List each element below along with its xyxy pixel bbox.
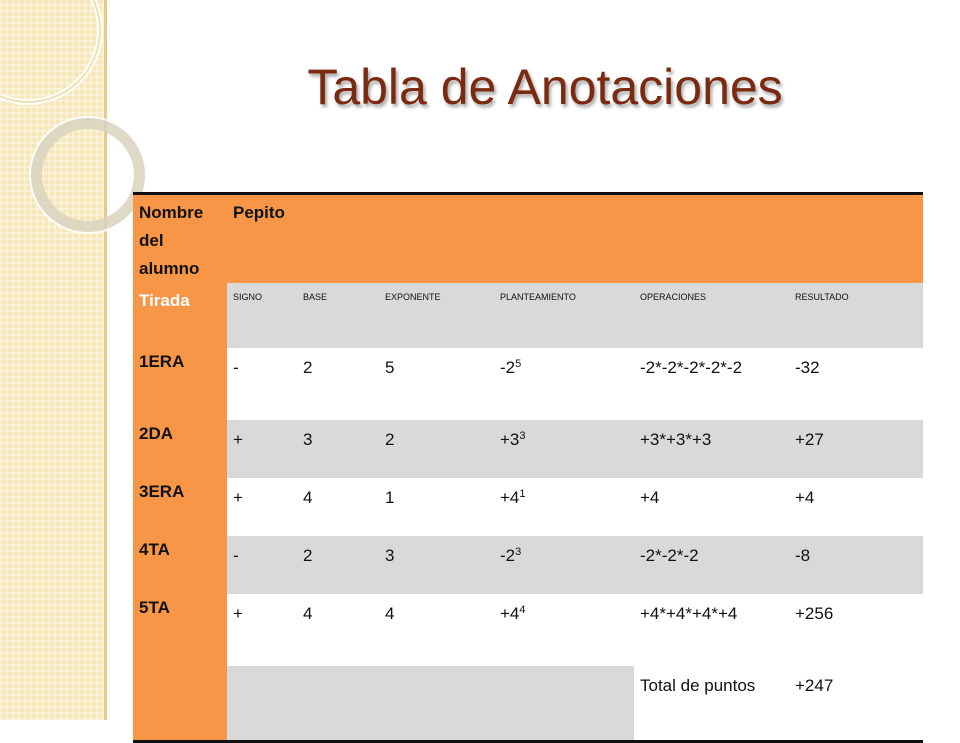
cell-base: 4 bbox=[297, 594, 379, 666]
planteamiento-base: +3 bbox=[500, 430, 520, 449]
column-header-tirada: Tirada bbox=[133, 283, 227, 348]
column-header-row bbox=[133, 283, 923, 348]
total-row-blank bbox=[227, 666, 634, 742]
annotations-table bbox=[133, 192, 923, 743]
cell-resultado: +256 bbox=[789, 594, 923, 666]
row-tirada-label: 3ERA bbox=[133, 478, 227, 536]
cell-exponente: 3 bbox=[379, 536, 494, 594]
table-row bbox=[133, 536, 923, 594]
row-tirada-label: 5TA bbox=[133, 594, 227, 666]
cell-operaciones: +4*+4*+4*+4 bbox=[634, 594, 789, 666]
planteamiento-exponent: 5 bbox=[515, 358, 522, 370]
cell-operaciones: +4 bbox=[634, 478, 789, 536]
student-name-value: Pepito bbox=[227, 194, 923, 284]
cell-resultado: -32 bbox=[789, 348, 923, 420]
cell-resultado: +4 bbox=[789, 478, 923, 536]
cell-operaciones: -2*-2*-2 bbox=[634, 536, 789, 594]
column-header-resultado: RESULTADO bbox=[789, 283, 923, 348]
student-name-label: Nombre del alumno bbox=[133, 194, 227, 284]
column-header-base: BASE bbox=[297, 283, 379, 348]
cell-planteamiento bbox=[494, 348, 634, 420]
table-header-row bbox=[133, 194, 923, 284]
cell-base: 2 bbox=[297, 536, 379, 594]
planteamiento-exponent: 1 bbox=[519, 488, 526, 500]
cell-exponente: 4 bbox=[379, 594, 494, 666]
planteamiento-base: +4 bbox=[500, 488, 520, 507]
page-title: Tabla de Anotaciones bbox=[307, 59, 783, 115]
cell-planteamiento bbox=[494, 478, 634, 536]
table-row bbox=[133, 478, 923, 536]
row-tirada-label: 1ERA bbox=[133, 348, 227, 420]
column-header-exponente: EXPONENTE bbox=[379, 283, 494, 348]
total-value: +247 bbox=[789, 666, 923, 742]
total-label: Total de puntos bbox=[634, 666, 789, 742]
row-tirada-label: 4TA bbox=[133, 536, 227, 594]
cell-exponente: 1 bbox=[379, 478, 494, 536]
cell-resultado: -8 bbox=[789, 536, 923, 594]
cell-operaciones: -2*-2*-2*-2*-2 bbox=[634, 348, 789, 420]
planteamiento-exponent: 3 bbox=[515, 546, 522, 558]
cell-planteamiento bbox=[494, 594, 634, 666]
cell-base: 3 bbox=[297, 420, 379, 478]
cell-signo: + bbox=[227, 420, 297, 478]
table-row bbox=[133, 420, 923, 478]
total-row-label-empty bbox=[133, 666, 227, 742]
column-header-signo: SIGNO bbox=[227, 283, 297, 348]
column-header-operaciones: OPERACIONES bbox=[634, 283, 789, 348]
cell-signo: + bbox=[227, 478, 297, 536]
cell-base: 4 bbox=[297, 478, 379, 536]
planteamiento-exponent: 4 bbox=[519, 604, 526, 616]
planteamiento-exponent: 3 bbox=[519, 430, 526, 442]
planteamiento-base: -2 bbox=[500, 358, 516, 377]
table-row bbox=[133, 348, 923, 420]
cell-exponente: 2 bbox=[379, 420, 494, 478]
column-header-planteamiento: PLANTEAMIENTO bbox=[494, 283, 634, 348]
total-row bbox=[133, 666, 923, 742]
cell-planteamiento bbox=[494, 536, 634, 594]
row-tirada-label: 2DA bbox=[133, 420, 227, 478]
cell-signo: - bbox=[227, 536, 297, 594]
planteamiento-base: -2 bbox=[500, 546, 516, 565]
cell-operaciones: +3*+3*+3 bbox=[634, 420, 789, 478]
cell-signo: + bbox=[227, 594, 297, 666]
table-row bbox=[133, 594, 923, 666]
cell-planteamiento bbox=[494, 420, 634, 478]
cell-signo: - bbox=[227, 348, 297, 420]
cell-resultado: +27 bbox=[789, 420, 923, 478]
cell-base: 2 bbox=[297, 348, 379, 420]
cell-exponente: 5 bbox=[379, 348, 494, 420]
planteamiento-base: +4 bbox=[500, 604, 520, 623]
